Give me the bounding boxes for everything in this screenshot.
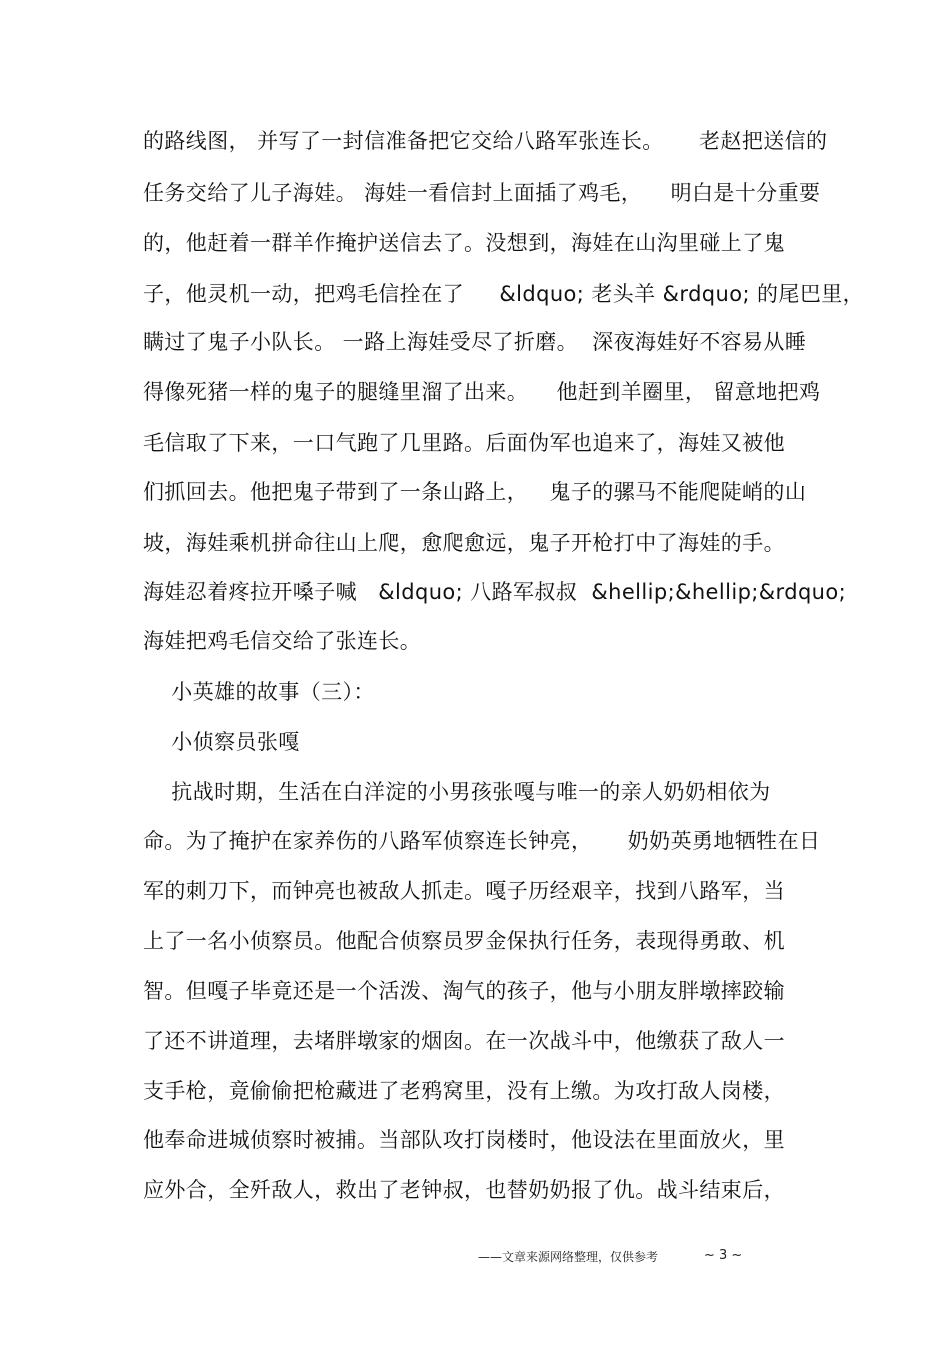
text-line: 智。但嘎子毕竟还是一个活泼、淘气的孩子，他与小朋友胖墩摔跤输 [143, 979, 785, 1003]
text-line: 毛信取了下来，一口气跑了几里路。后面伪军也追来了，海娃又被他 [143, 431, 785, 455]
story-title: 小侦察员张嘎 [143, 730, 300, 754]
text-line: 命。为了掩护在家养伤的八路军侦察连长钟亮， 奶奶英勇地牺牲在日 [143, 829, 821, 853]
text-line: 他奉命进城侦察时被捕。当部队攻打岗楼时，他设法在里面放火，里 [143, 1128, 785, 1152]
footer-source-note: ——文章来源网络整理，仅供参考 [478, 1250, 659, 1264]
text-line: 任务交给了儿子海娃。 海娃一看信封上面插了鸡毛， 明白是十分重要 [143, 181, 821, 205]
text-line: 上了一名小侦察员。他配合侦察员罗金保执行任务，表现得勇敢、机 [143, 929, 785, 953]
text-line: 得像死猪一样的鬼子的腿缝里溜了出来。 他赶到羊圈里， 留意地把鸡 [143, 380, 821, 404]
text-line: 坡，海娃乘机拼命往山上爬，愈爬愈远，鬼子开枪打中了海娃的手。 [143, 531, 785, 555]
text-line: 应外合，全歼敌人，救出了老钟叔，也替奶奶报了仇。战斗结束后， [143, 1178, 785, 1202]
text-line: 了还不讲道理，去堵胖墩家的烟囱。在一次战斗中，他缴获了敌人一 [143, 1029, 785, 1053]
text-line: 军的刺刀下，而钟亮也被敌人抓走。嘎子历经艰辛，找到八路军，当 [143, 879, 785, 903]
text-line: 海娃忍着疼拉开嗓子喊 &ldquo; 八路军叔叔 &hellip;&hellip;&rdquo; [143, 580, 847, 604]
text-line: 海娃把鸡毛信交给了张连长。 [143, 629, 422, 653]
page-number: ~ 3 ~ [704, 1248, 743, 1263]
section-heading: 小英雄的故事（三）： [143, 680, 375, 704]
text-line: 的路线图， 并写了一封信准备把它交给八路军张连长。 老赵把送信的 [143, 129, 828, 153]
text-line: 子，他灵机一动，把鸡毛信拴在了 &ldquo; 老头羊 &rdquo; 的尾巴里， [143, 282, 865, 306]
text-line: 瞒过了鬼子小队长。 一路上海娃受尽了折磨。 深夜海娃好不容易从睡 [143, 330, 807, 354]
text-line: 们抓回去。他把鬼子带到了一条山路上， 鬼子的骡马不能爬陡峭的山 [143, 480, 807, 504]
text-line: 的，他赶着一群羊作掩护送信去了。没想到，海娃在山沟里碰上了鬼 [143, 231, 785, 255]
text-line: 支手枪，竟偷偷把枪藏进了老鸦窝里，没有上缴。为攻打敌人岗楼， [143, 1079, 785, 1103]
text-line: 抗战时期，生活在白洋淀的小男孩张嘎与唯一的亲人奶奶相依为 [143, 780, 771, 804]
